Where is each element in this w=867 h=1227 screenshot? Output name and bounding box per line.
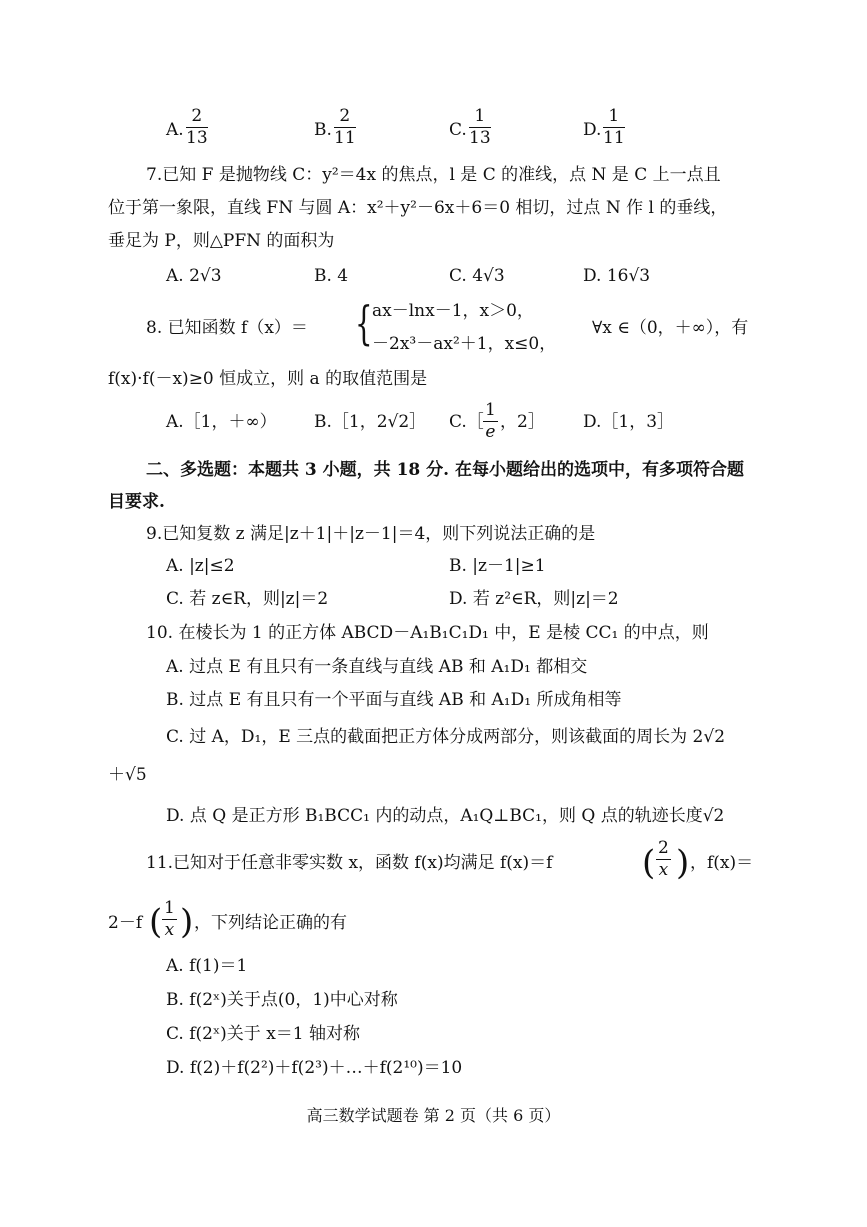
q11-line-2-numerator: 1 xyxy=(164,898,175,918)
q11-option-a: A. f(1)＝1 xyxy=(166,956,248,976)
q11-option-c: C. f(2ˣ)关于 x＝1 轴对称 xyxy=(166,1024,360,1044)
q10-option-a: A. 过点 E 有且只有一条直线与直线 AB 和 A₁D₁ 都相交 xyxy=(166,657,588,677)
q8-option-c-denominator: e xyxy=(485,422,496,442)
q8-piecewise-case-1: ax－lnx－1，x＞0， xyxy=(372,301,534,321)
q8-stem-prefix: 8. 已知函数 f（x）＝ xyxy=(146,318,308,338)
q8-option-d: D.［1，3］ xyxy=(583,412,675,432)
q6-option-b-numerator: 2 xyxy=(334,108,356,128)
q6-option-c-fraction xyxy=(469,108,491,147)
q6-option-a-denominator: 13 xyxy=(186,128,208,148)
q8-option-c-suffix: ，2］ xyxy=(500,412,545,432)
q11-line-2-fraction xyxy=(162,900,177,939)
q7-option-b: B. 4 xyxy=(314,266,349,286)
q6-option-a-label: A. xyxy=(166,120,184,140)
q6-option-a-numerator: 2 xyxy=(186,108,208,128)
q8-stem-suffix: ∀x ∈（0，＋∞），有 xyxy=(592,318,749,338)
q7-option-c: C. 4√3 xyxy=(449,266,505,286)
q7-option-d: D. 16√3 xyxy=(583,266,651,286)
q11-right-paren-1: ) xyxy=(676,843,690,883)
q11-line-1-numerator: 2 xyxy=(658,838,669,858)
q6-option-c-label: C. xyxy=(449,120,467,140)
q11-option-d: D. f(2)＋f(2²)＋f(2³)＋…＋f(2¹⁰)＝10 xyxy=(166,1058,463,1078)
q6-option-a-fraction xyxy=(186,108,208,147)
q6-option-b-label: B. xyxy=(314,120,332,140)
q11-line-2-suffix: ，下列结论正确的有 xyxy=(194,913,347,933)
q10-option-c-line-2: ＋√5 xyxy=(108,765,147,785)
q11-line-1-prefix: 11.已知对于任意非零实数 x，函数 f(x)均满足 f(x)＝f xyxy=(146,853,553,873)
q10-stem: 10. 在棱长为 1 的正方体 ABCD－A₁B₁C₁D₁ 中，E 是棱 CC₁ 的中点，则 xyxy=(146,623,709,643)
q7-option-a: A. 2√3 xyxy=(166,266,222,286)
q8-option-b: B.［1，2√2］ xyxy=(314,412,427,432)
q6-option-b-fraction xyxy=(334,108,356,147)
q6-option-d-denominator: 11 xyxy=(603,128,625,148)
q11-line-1-denominator: x xyxy=(658,860,669,880)
q7-stem-line-3: 垂足为 P，则△PFN 的面积为 xyxy=(108,231,335,251)
q6-option-d-numerator: 1 xyxy=(603,108,625,128)
section-2-heading-line-1: 二、多选题：本题共 3 小题，共 18 分. 在每小题给出的选项中，有多项符合题 xyxy=(146,460,744,480)
q9-option-c: C. 若 z∈R，则|z|＝2 xyxy=(166,589,329,609)
q9-stem: 9.已知复数 z 满足|z＋1|＋|z－1|＝4，则下列说法正确的是 xyxy=(146,524,596,544)
q10-option-b: B. 过点 E 有且只有一个平面与直线 AB 和 A₁D₁ 所成角相等 xyxy=(166,690,622,710)
q11-line-2-prefix: 2－f xyxy=(108,913,143,933)
q7-stem-line-2: 位于第一象限，直线 FN 与圆 A：x²＋y²－6x＋6＝0 相切，过点 N 作 l 的垂线， xyxy=(108,198,728,218)
q8-stem-line-2: f(x)·f(－x)≥0 恒成立，则 a 的取值范围是 xyxy=(108,369,428,389)
q8-piecewise-brace: { xyxy=(355,296,373,350)
q6-option-c-denominator: 13 xyxy=(469,128,491,148)
q9-option-d: D. 若 z²∈R，则|z|＝2 xyxy=(449,589,619,609)
q6-option-d-fraction xyxy=(603,108,625,147)
q6-option-b-denominator: 11 xyxy=(334,128,356,148)
q7-stem-line-1: 7.已知 F 是抛物线 C：y²＝4x 的焦点，l 是 C 的准线，点 N 是 C 上一点且 xyxy=(146,165,721,185)
q11-option-b: B. f(2ˣ)关于点(0，1)中心对称 xyxy=(166,990,398,1010)
q6-option-d-label: D. xyxy=(583,120,602,140)
q11-line-1-fraction xyxy=(656,840,671,879)
q10-option-c-line-1: C. 过 A，D₁，E 三点的截面把正方体分成两部分，则该截面的周长为 2√2 xyxy=(166,727,726,747)
q10-option-d: D. 点 Q 是正方形 B₁BCC₁ 内的动点，A₁Q⊥BC₁，则 Q 点的轨迹长度√2 xyxy=(166,806,725,826)
page-footer: 高三数学试题卷 第 2 页（共 6 页） xyxy=(306,1106,561,1125)
q11-line-1-suffix: ，f(x)＝ xyxy=(690,853,754,873)
q8-option-a: A.［1，＋∞） xyxy=(166,412,277,432)
q11-left-paren-2: ( xyxy=(149,902,163,942)
q8-option-c-numerator: 1 xyxy=(485,400,496,420)
q11-line-2-denominator: x xyxy=(164,920,175,940)
q6-option-c-numerator: 1 xyxy=(469,108,491,128)
q9-option-b: B. |z－1|≥1 xyxy=(449,556,546,576)
q8-piecewise-case-2: －2x³－ax²＋1，x≤0， xyxy=(372,334,557,354)
q8-option-c-prefix: C.［ xyxy=(449,412,484,432)
q11-left-paren-1: ( xyxy=(642,843,656,883)
q11-right-paren-2: ) xyxy=(180,902,194,942)
q9-option-a: A. |z|≤2 xyxy=(166,556,235,576)
q8-option-c-fraction xyxy=(483,402,498,441)
section-2-heading-line-2: 目要求. xyxy=(108,492,165,512)
